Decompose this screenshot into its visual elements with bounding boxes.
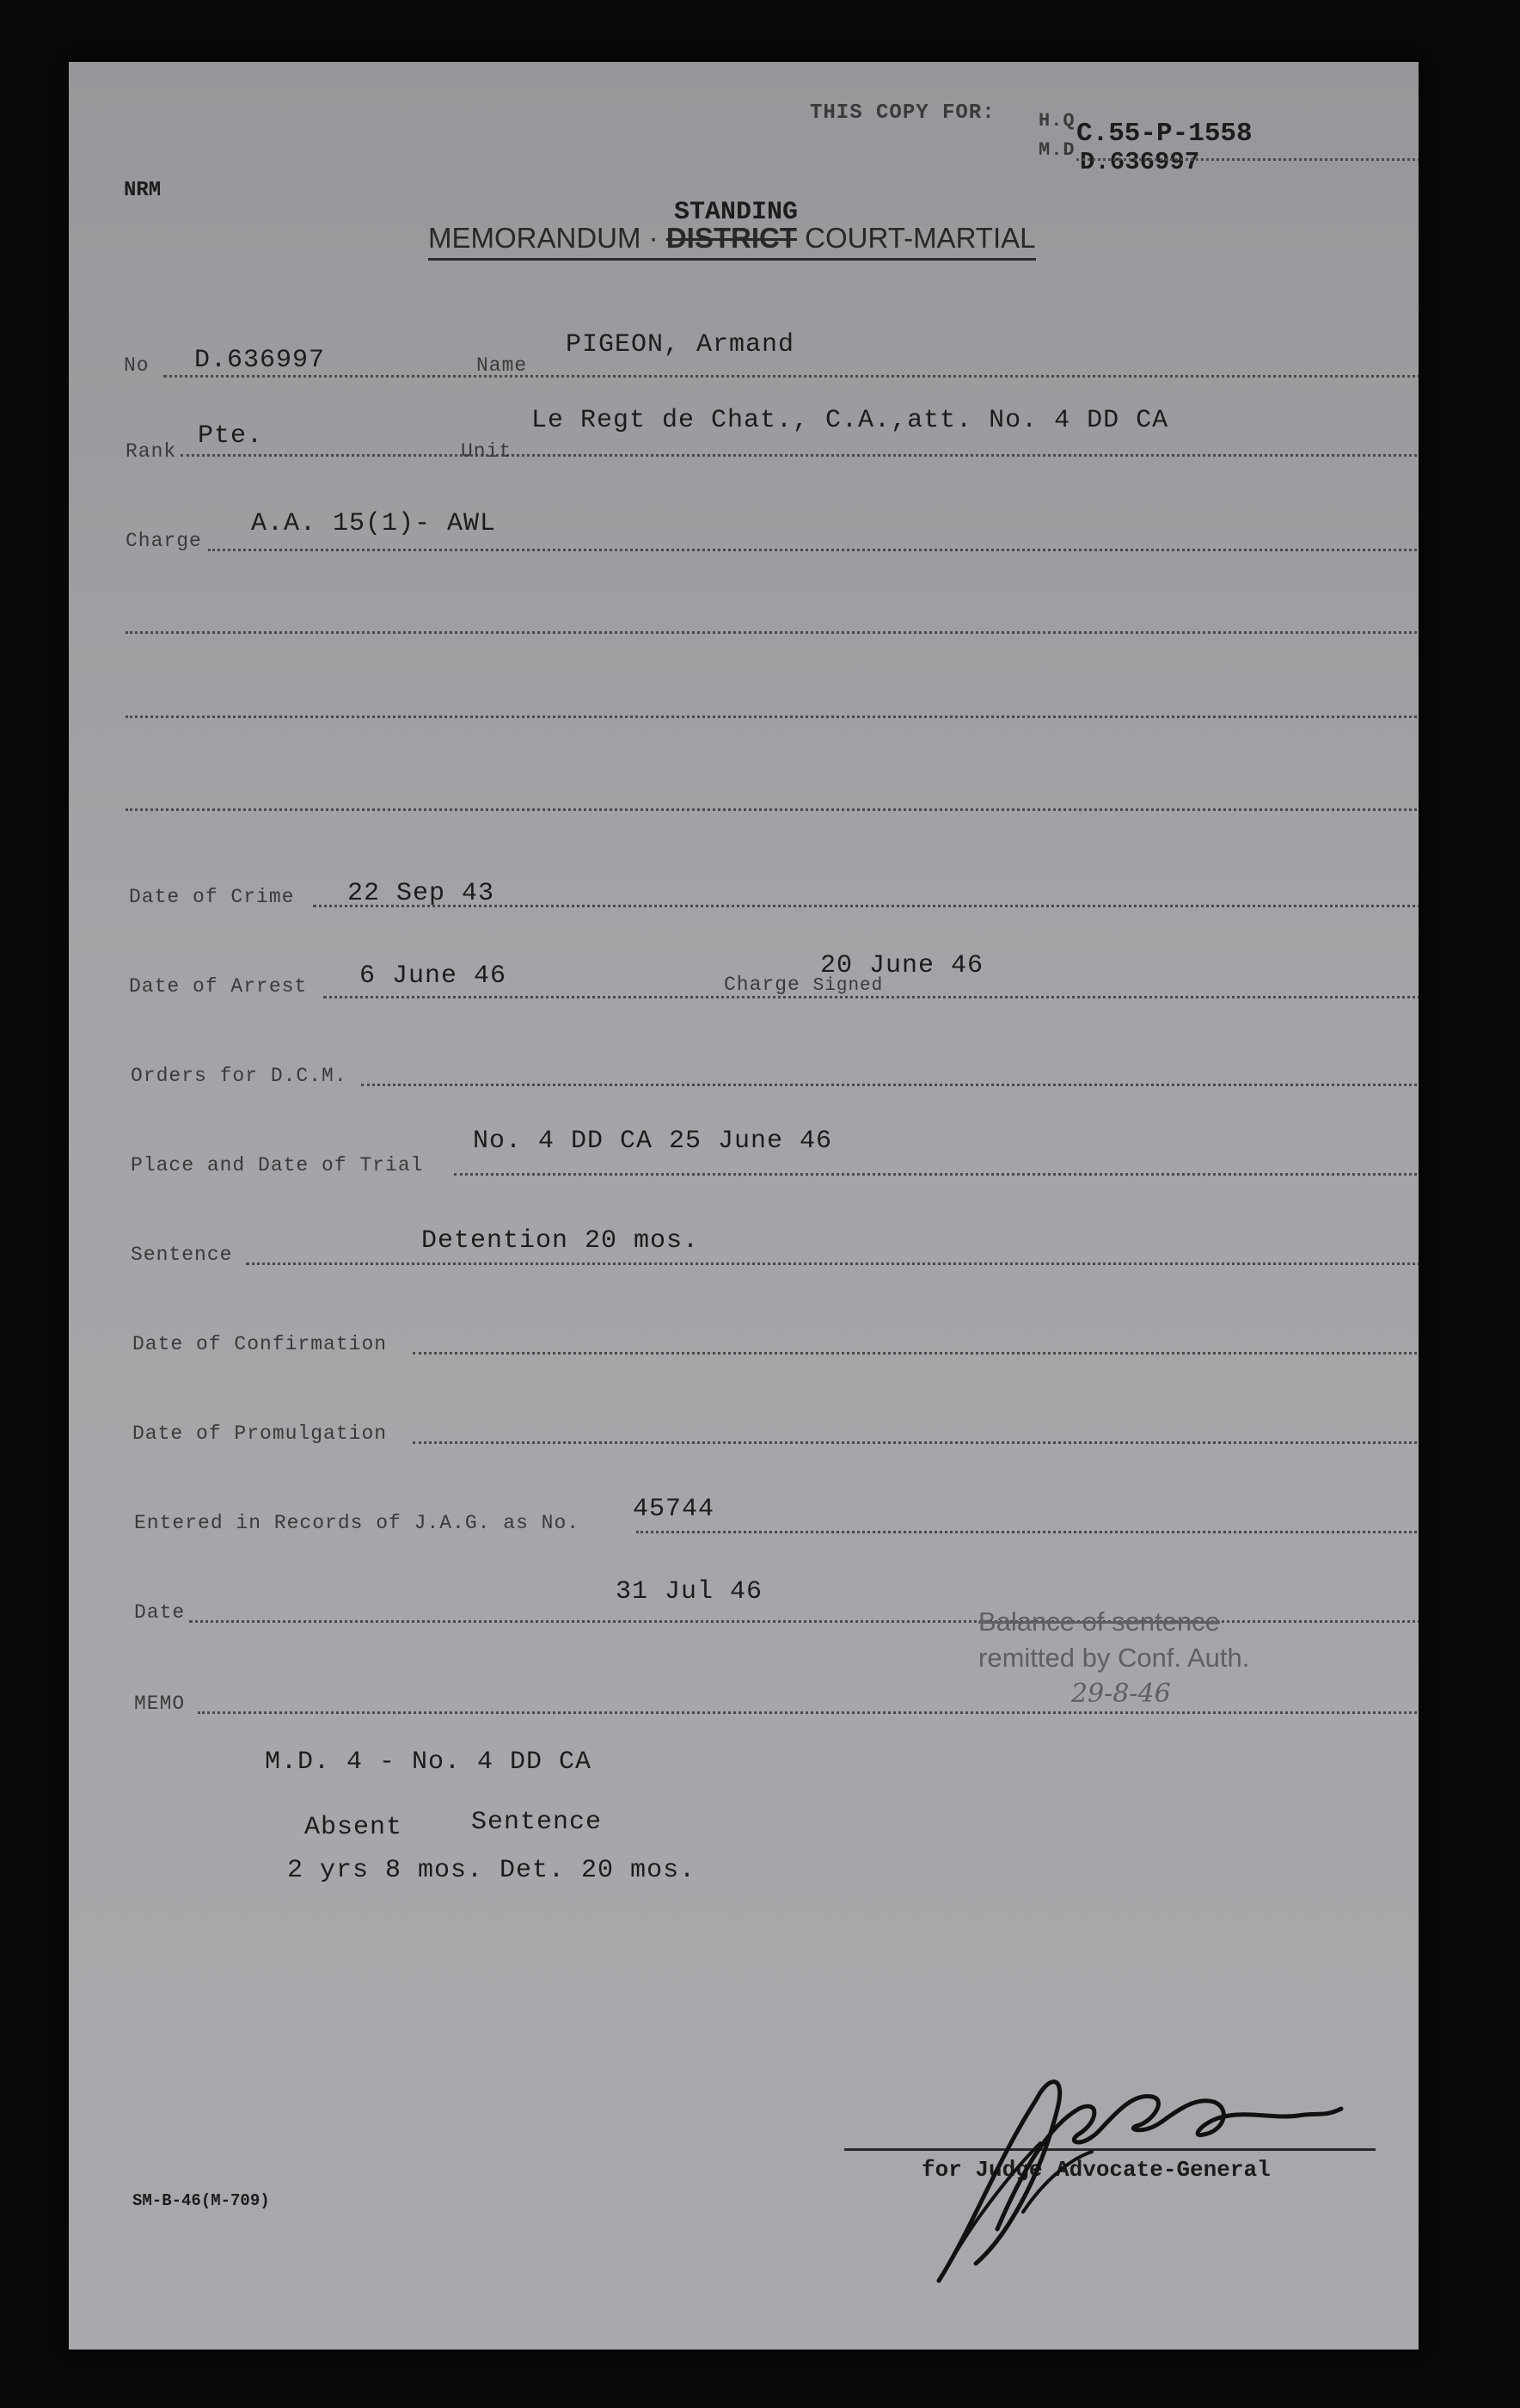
title-court-martial: COURT-MARTIAL	[805, 222, 1036, 254]
memorandum-sheet	[69, 62, 1419, 2350]
stamp-line-2: remitted by Conf. Auth.	[978, 1643, 1250, 1673]
rank-value: Pte.	[198, 421, 264, 451]
memo-sentence: Sentence	[471, 1808, 603, 1837]
name-label: Name	[476, 354, 528, 377]
date-rule	[189, 1620, 1419, 1623]
md-file-number: D.636997	[1080, 148, 1200, 176]
unit-value: Le Regt de Chat., C.A.,att. No. 4 DD CA	[531, 406, 1169, 435]
promulgation-rule	[413, 1441, 1419, 1444]
charge-rule-3	[126, 716, 1419, 718]
sentence-label: Sentence	[131, 1244, 233, 1266]
orders-label: Orders for D.C.M.	[131, 1065, 347, 1087]
charge-signed-label-2: Signed	[812, 976, 884, 996]
memo-absent: Absent	[304, 1813, 403, 1842]
rank-label: Rank	[126, 440, 177, 463]
date-label: Date	[134, 1601, 186, 1624]
signature-scribble	[894, 2040, 1410, 2298]
unit-label: Unit	[461, 440, 512, 463]
sentence-rule	[246, 1262, 1419, 1265]
no-value: D.636997	[194, 346, 326, 375]
form-number: SM-B-46(M-709)	[132, 2191, 270, 2210]
confirmation-label: Date of Confirmation	[132, 1333, 388, 1355]
orders-rule	[361, 1084, 1419, 1086]
memo-line-1: M.D. 4 - No. 4 DD CA	[265, 1748, 592, 1777]
jag-label: Entered in Records of J.A.G. as No.	[134, 1512, 580, 1534]
place-trial-value: No. 4 DD CA 25 June 46	[473, 1127, 833, 1156]
charge-value: A.A. 15(1)- AWL	[251, 509, 497, 538]
confirmation-rule	[413, 1352, 1419, 1354]
hq-file-number: C.55-P-1558	[1076, 119, 1253, 149]
date-of-arrest-label: Date of Arrest	[129, 975, 308, 998]
no-label: No	[124, 354, 150, 377]
trial-rule	[454, 1173, 1419, 1176]
place-trial-label: Place and Date of Trial	[131, 1154, 424, 1176]
charge-rule	[208, 549, 1419, 551]
standing-insert: STANDING	[674, 198, 799, 227]
rank-unit-rule	[181, 454, 1419, 457]
date-of-crime-label: Date of Crime	[129, 886, 295, 908]
memo-line-3: 2 yrs 8 mos. Det. 20 mos.	[287, 1856, 696, 1885]
copy-for-label: THIS COPY FOR:	[810, 101, 996, 125]
no-name-rule	[163, 375, 1419, 378]
arrest-rule	[323, 996, 1419, 998]
memo-rule	[198, 1711, 1419, 1714]
charge-signed-label-1: Charge	[724, 974, 800, 996]
jag-rule	[636, 1531, 1419, 1533]
stamp-date: 29-8-46	[1071, 1679, 1171, 1709]
charge-signed-value: 20 June 46	[820, 951, 984, 980]
charge-label: Charge	[126, 530, 202, 552]
signature-caption: for Judge Advocate-General	[922, 2157, 1271, 2183]
charge-rule-2	[126, 631, 1419, 634]
form-title: MEMORANDUM · DISTRICT COURT-MARTIAL	[428, 222, 1036, 261]
date-of-arrest-value: 6 June 46	[359, 961, 507, 991]
name-value: PIGEON, Armand	[566, 330, 795, 359]
jag-value: 45744	[633, 1495, 715, 1524]
title-memorandum: MEMORANDUM	[428, 222, 641, 254]
date-of-crime-value: 22 Sep 43	[347, 879, 495, 908]
date-value: 31 Jul 46	[616, 1577, 763, 1606]
md-label: M.D	[1039, 139, 1076, 161]
memo-label: MEMO	[134, 1692, 186, 1715]
sentence-value: Detention 20 mos.	[421, 1226, 700, 1256]
title-district-struck: DISTRICT	[665, 222, 797, 254]
promulgation-label: Date of Promulgation	[132, 1422, 388, 1445]
hq-label: H.Q	[1039, 110, 1076, 132]
md-rule	[1076, 158, 1419, 161]
stamp-line-1: Balance of sentence	[978, 1606, 1220, 1637]
charge-rule-4	[126, 808, 1419, 811]
nrm-mark: NRM	[124, 179, 162, 202]
